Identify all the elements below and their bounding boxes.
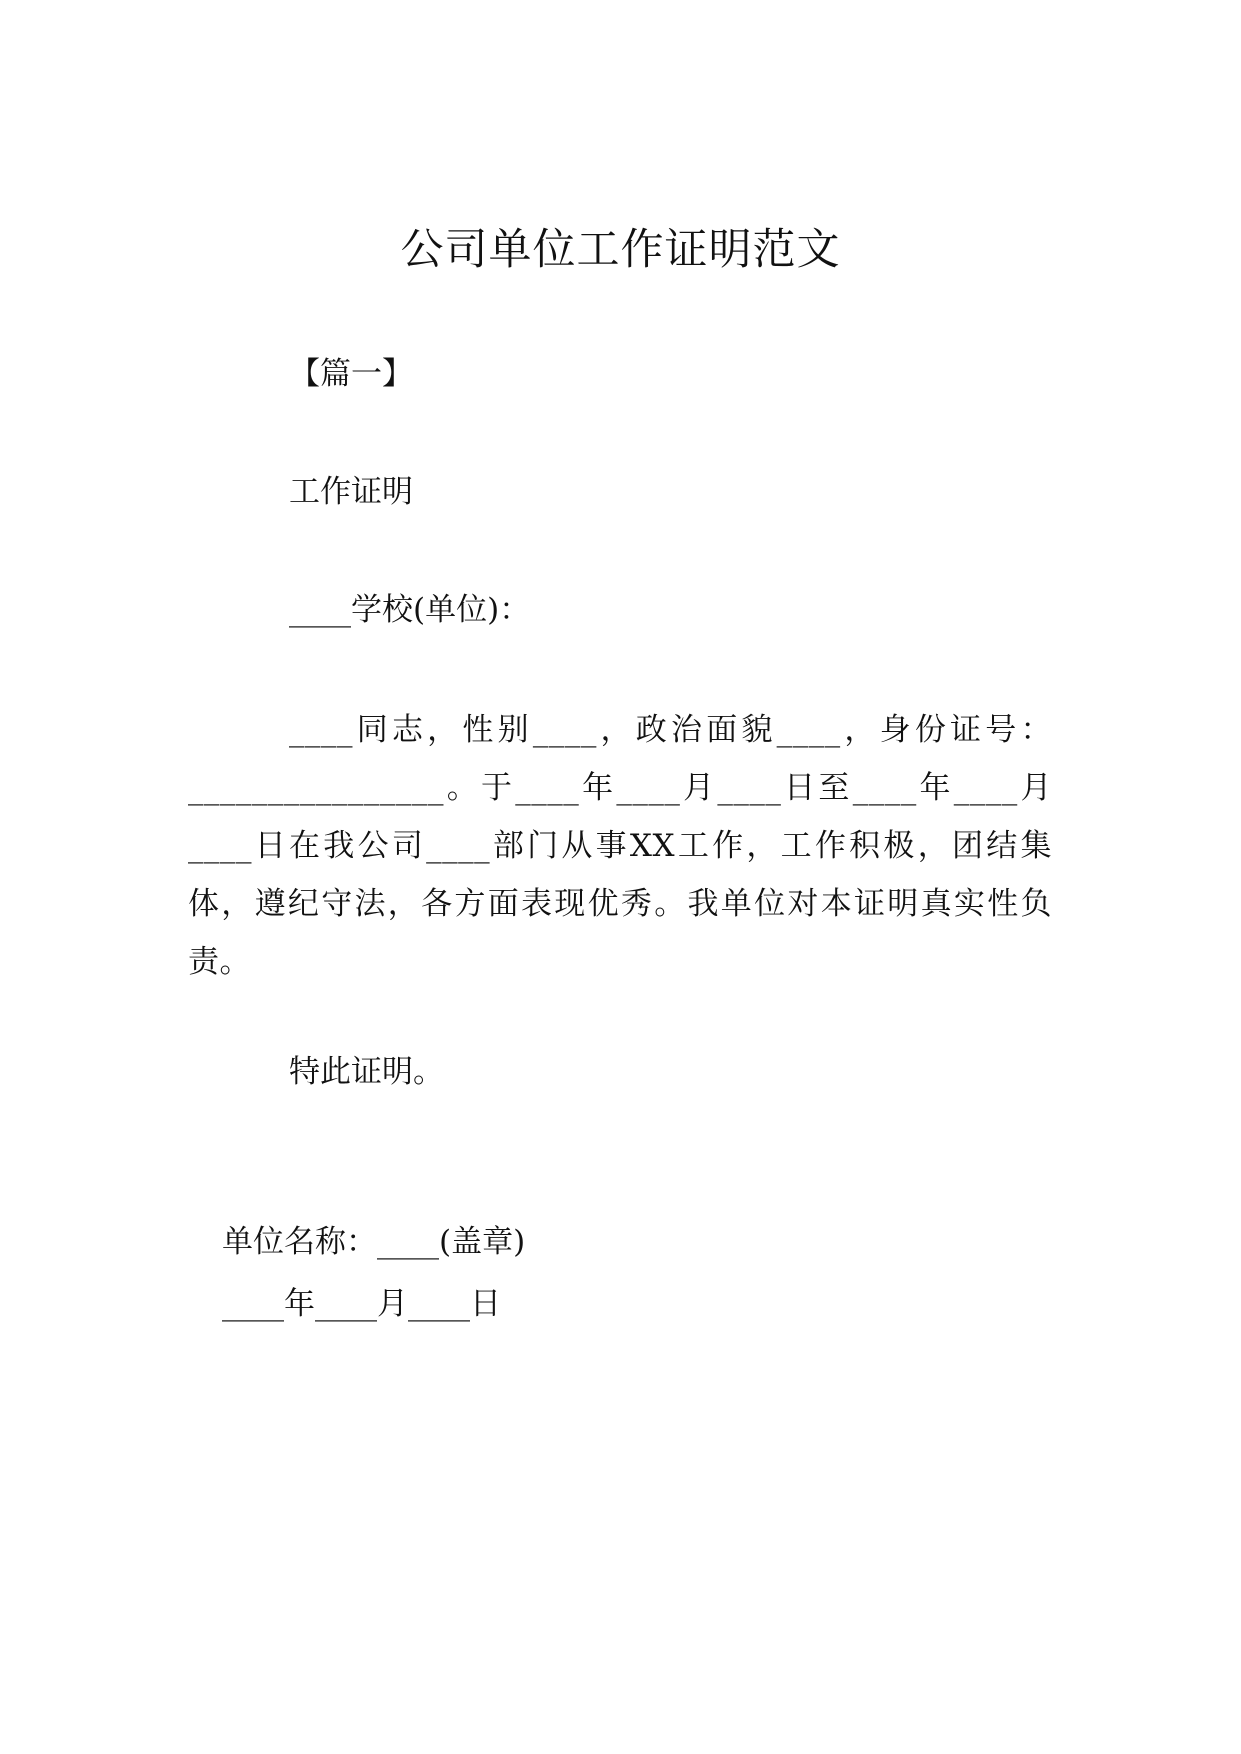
signature-date-line: ____年____月____日	[222, 1286, 501, 1322]
recipient-line: ____学校(单位)：	[289, 592, 531, 628]
section-label: 【篇一】	[289, 356, 413, 392]
closing-line: 特此证明。	[289, 1054, 444, 1090]
certificate-heading: 工作证明	[289, 474, 413, 510]
signature-unit-line: 单位名称：____(盖章)	[222, 1224, 526, 1260]
certificate-body: ____同志，性别____，政治面貌____，身份证号：________________。于____年____月____日至____年____月____日在我公司____部门从事XX工作，工作积极，团结集体，遵纪守法，各方面表现优秀。我单位对本证明真实性负责。	[188, 712, 1052, 980]
document-title: 公司单位工作证明范文	[400, 225, 841, 275]
